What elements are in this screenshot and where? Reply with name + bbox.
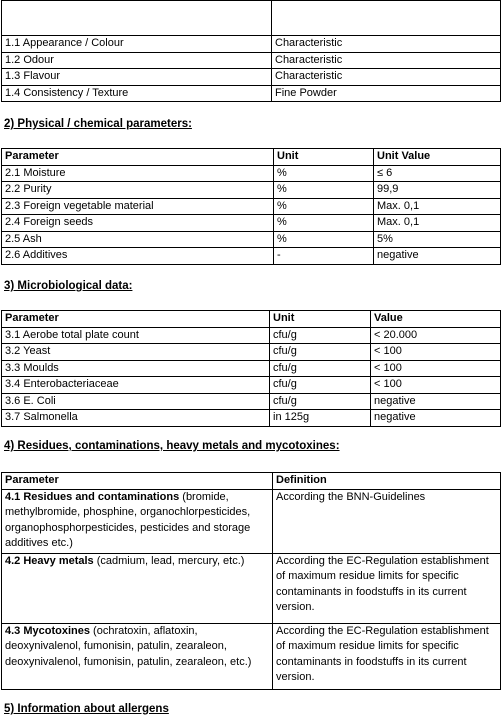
unit-cell: cfu/g <box>270 393 371 410</box>
value-cell: < 100 <box>371 377 501 394</box>
table-row <box>2 52 501 69</box>
column-header: Value <box>371 311 501 328</box>
value-cell: < 100 <box>371 344 501 361</box>
parameter-cell: 3.1 Aerobe total plate count <box>2 327 270 344</box>
column-header: Unit <box>270 311 371 328</box>
table-row <box>2 165 501 182</box>
unit-cell: - <box>274 248 374 265</box>
micro-section-title: 3) Microbiological data: <box>4 280 133 292</box>
column-header: Parameter <box>2 149 274 166</box>
table-header-row <box>2 149 501 166</box>
value-cell: < 20.000 <box>371 327 501 344</box>
table-row <box>2 69 501 86</box>
value-cell: < 100 <box>371 360 501 377</box>
value-cell: Characteristic <box>272 36 501 53</box>
parameter-name: 4.2 Heavy metals <box>5 554 94 567</box>
parameter-cell <box>2 489 273 553</box>
value-cell: negative <box>371 393 501 410</box>
residues-table <box>1 472 501 690</box>
parameter-cell: 1.1 Appearance / Colour <box>2 36 272 53</box>
allergens-section-title: 5) Information about allergens <box>4 703 169 715</box>
parameter-cell: 1.3 Flavour <box>2 69 272 86</box>
value-cell: Max. 0,1 <box>374 215 501 232</box>
parameter-cell: 3.2 Yeast <box>2 344 270 361</box>
parameter-detail: (ochratoxin, aflatoxin, deoxynivalenol, fumonisin, patulin, zearaleon, deoxynivalenol, fumonisin, patulin, zearaleon, etc.) <box>5 624 252 668</box>
blank-cell <box>2 1 272 36</box>
micro-table <box>1 310 501 427</box>
column-header: Unit <box>274 149 374 166</box>
sensory-table <box>1 0 501 102</box>
parameter-cell: 2.5 Ash <box>2 231 274 248</box>
table-row <box>2 198 501 215</box>
table-row <box>2 393 501 410</box>
parameter-detail: (cadmium, lead, mercury, etc.) <box>93 554 245 567</box>
parameter-cell: 2.1 Moisture <box>2 165 274 182</box>
definition-cell: According the EC-Regulation establishment of maximum residue limits for specific contaminants in foodstuffs in its current version. <box>273 623 501 689</box>
definition-cell: According the EC-Regulation establishment of maximum residue limits for specific contaminants in foodstuffs in its current version. <box>273 553 501 623</box>
parameter-cell: 2.2 Purity <box>2 182 274 199</box>
parameter-detail: (bromide, methylbromide, phosphine, organochlorpesticides, organophosphorpesticides, pesticides and storage additives etc.) <box>5 490 251 549</box>
parameter-cell: 2.6 Additives <box>2 248 274 265</box>
sensory-blank-row <box>2 1 501 36</box>
value-cell: Fine Powder <box>272 85 501 102</box>
table-row <box>2 327 501 344</box>
value-cell: Characteristic <box>272 69 501 86</box>
table-row <box>2 85 501 102</box>
parameter-cell: 2.3 Foreign vegetable material <box>2 198 274 215</box>
column-header: Unit Value <box>374 149 501 166</box>
residues-section-title: 4) Residues, contaminations, heavy metals and mycotoxines: <box>4 440 340 452</box>
physical-section-title: 2) Physical / chemical parameters: <box>4 118 192 130</box>
column-header: Parameter <box>2 311 270 328</box>
unit-cell: % <box>274 198 374 215</box>
unit-cell: cfu/g <box>270 377 371 394</box>
value-cell: negative <box>374 248 501 265</box>
physical-table <box>1 148 501 265</box>
table-row <box>2 489 501 553</box>
parameter-cell: 3.4 Enterobacteriaceae <box>2 377 270 394</box>
value-cell: negative <box>371 410 501 427</box>
table-row <box>2 623 501 689</box>
parameter-name: 4.1 Residues and contaminations <box>5 490 180 503</box>
column-header: Parameter <box>2 473 273 490</box>
blank-cell <box>272 1 501 36</box>
parameter-name: 4.3 Mycotoxines <box>5 624 90 637</box>
table-row <box>2 248 501 265</box>
parameter-cell <box>2 553 273 623</box>
value-cell: 5% <box>374 231 501 248</box>
unit-cell: cfu/g <box>270 327 371 344</box>
unit-cell: % <box>274 165 374 182</box>
definition-cell: According the BNN-Guidelines <box>273 489 501 553</box>
unit-cell: % <box>274 215 374 232</box>
parameter-cell: 3.3 Moulds <box>2 360 270 377</box>
table-row <box>2 410 501 427</box>
parameter-cell: 1.2 Odour <box>2 52 272 69</box>
table-row <box>2 553 501 623</box>
table-row <box>2 231 501 248</box>
value-cell: Characteristic <box>272 52 501 69</box>
value-cell: Max. 0,1 <box>374 198 501 215</box>
parameter-cell: 3.7 Salmonella <box>2 410 270 427</box>
parameter-cell: 3.6 E. Coli <box>2 393 270 410</box>
unit-cell: % <box>274 231 374 248</box>
table-row <box>2 215 501 232</box>
unit-cell: cfu/g <box>270 344 371 361</box>
unit-cell: cfu/g <box>270 360 371 377</box>
table-row <box>2 360 501 377</box>
table-header-row <box>2 473 501 490</box>
table-row <box>2 344 501 361</box>
value-cell: 99,9 <box>374 182 501 199</box>
column-header: Definition <box>273 473 501 490</box>
parameter-cell: 1.4 Consistency / Texture <box>2 85 272 102</box>
parameter-cell: 2.4 Foreign seeds <box>2 215 274 232</box>
table-row <box>2 182 501 199</box>
unit-cell: % <box>274 182 374 199</box>
unit-cell: in 125g <box>270 410 371 427</box>
table-header-row <box>2 311 501 328</box>
value-cell: ≤ 6 <box>374 165 501 182</box>
table-row <box>2 36 501 53</box>
parameter-cell <box>2 623 273 689</box>
table-row <box>2 377 501 394</box>
